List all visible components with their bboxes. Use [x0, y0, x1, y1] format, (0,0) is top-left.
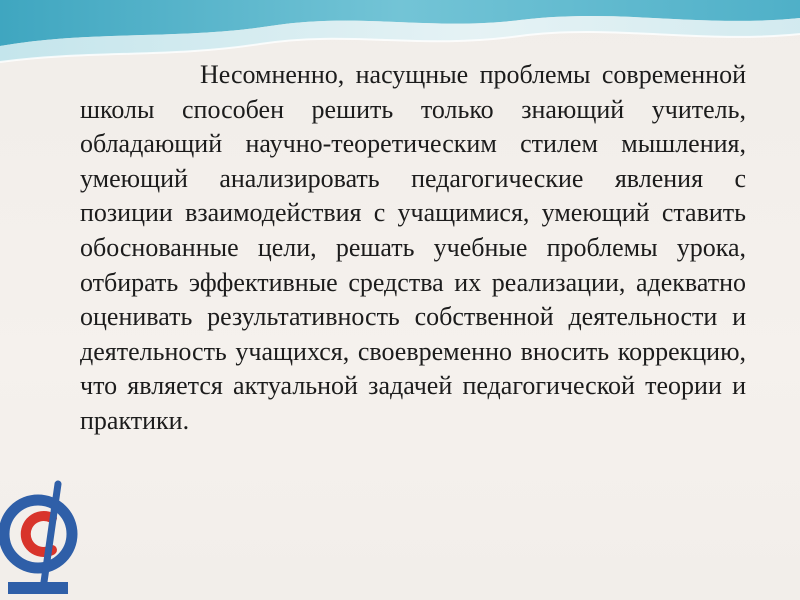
circular-emblem-logo: [0, 472, 92, 600]
text-box: [80, 58, 746, 528]
body-paragraph: Несомненно, насущные проблемы современной школы способен решить только знающий учитель, обладающий научно-теоретическим стилем мышления, умеющий анализировать педагогические явления с позиции взаимодействия с учащимися, умеющий ставить обоснованные цели, решать учебные проблемы урока, отбирать эффективные средства их реализации, адекватно оценивать результативность собственной деятельности и деятельность учащихся, своевременно вносить коррекцию, что является актуальной задачей педагогической теории и практики.: [80, 60, 746, 435]
